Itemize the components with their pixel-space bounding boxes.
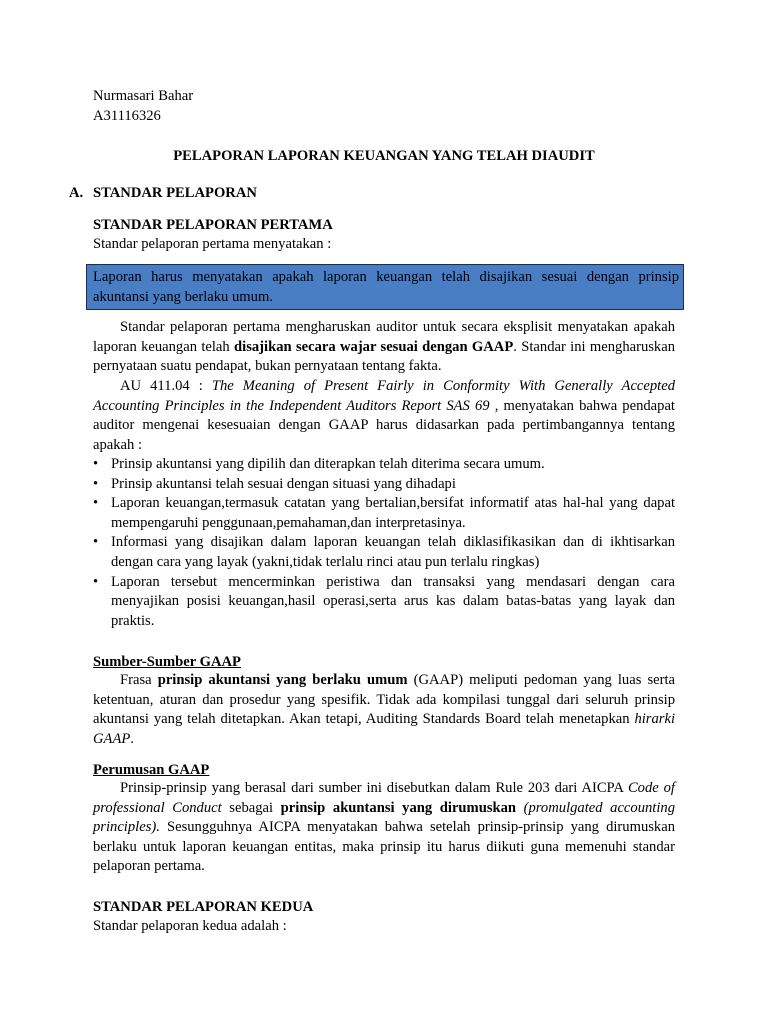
criteria-list [93, 455, 675, 631]
list-item [93, 455, 675, 475]
list-item-text: Prinsip akuntansi yang dipilih dan diterapkan telah diterima secara umum. [111, 456, 545, 472]
perumusan-heading: Perumusan GAAP [93, 762, 210, 778]
sumber-italic: hirarki GAAP [93, 711, 675, 747]
bullet-icon: • [93, 456, 99, 472]
first-standard-heading: STANDAR PELAPORAN PERTAMA [93, 217, 333, 233]
sumber-text-c: . [130, 730, 134, 747]
list-item [93, 475, 675, 495]
first-standard-intro: Standar pelaporan pertama menyatakan : [93, 236, 332, 252]
student-id: A31116326 [93, 108, 161, 124]
second-standard-heading: STANDAR PELAPORAN KEDUA [93, 899, 314, 915]
first-standard-paragraph-1 [93, 318, 675, 377]
perumusan-text-c: Sesungguhnya AICPA menyatakan bahwa setelah prinsip-prinsip yang dirumuskan berlaku untuk laporan keuangan entitas, maka prinsip itu harus diikuti guna memenuhi standar pelaporan pertama. [93, 819, 675, 875]
list-item [93, 573, 675, 632]
sumber-bold: prinsip akuntansi yang berlaku umum [157, 672, 408, 688]
second-standard-intro: Standar pelaporan kedua adalah : [93, 918, 287, 934]
page-title: PELAPORAN LAPORAN KEUANGAN YANG TELAH DIAUDIT [173, 148, 595, 164]
para2-text-a: AU 411.04 : [120, 378, 212, 394]
perumusan-italic-2: (promulgated accounting principles). [93, 799, 675, 836]
perumusan-text-a: Prinsip-prinsip yang berasal dari sumber ini disebutkan dalam Rule 203 dari AICPA [120, 780, 628, 796]
para2-italic: The Meaning of Present Fairly in Conformity With Generally Accepted Accounting Principles in the Independent Auditors Report SAS 69 [93, 378, 676, 414]
para1-text-a: Standar pelaporan pertama mengharuskan auditor untuk secara eksplisit menyatakan apakah laporan keuangan telah [93, 319, 675, 355]
sumber-paragraph [93, 671, 675, 749]
perumusan-italic-1: Code of professional Conduct [93, 780, 675, 816]
section-a-marker: A. [69, 185, 84, 201]
list-item-text: Prinsip akuntansi telah sesuai dengan situasi yang dihadapi [111, 475, 456, 492]
list-item-text: Informasi yang disajikan dalam laporan keuangan telah diklasifikasikan dan di ikhtisarkan dengan cara yang layak (yakni,tidak terlalu rinci atau pun terlalu ringkas) [111, 534, 675, 570]
para2-text-b: , menyatakan bahwa pendapat auditor mengenai kesesuaian dengan GAAP harus didasarkan pada pertimbangannya tentang apakah : [93, 397, 675, 453]
bullet-icon: • [93, 495, 99, 512]
section-a-heading: STANDAR PELAPORAN [93, 185, 257, 201]
perumusan-paragraph [93, 779, 675, 877]
sumber-text-a: Frasa [120, 672, 158, 688]
bullet-icon: • [93, 534, 99, 551]
first-standard-paragraph-2 [93, 377, 675, 455]
sumber-heading: Sumber-Sumber GAAP [93, 654, 241, 670]
list-item [93, 494, 675, 533]
para1-text-b: . Standar ini mengharuskan pernyataan suatu pendapat, bukan pernyataan tentang fakta. [93, 338, 675, 375]
highlighted-standard-box: Laporan harus menyatakan apakah laporan keuangan telah disajikan sesuai dengan prinsip akuntansi yang berlaku umum. [86, 264, 684, 310]
list-item-text: Laporan keuangan,termasuk catatan yang bertalian,bersifat informatif atas hal-hal yang dapat mempengaruhi penggunaan,pemahaman,dan interpretasinya. [111, 495, 675, 531]
list-item-text: Laporan tersebut mencerminkan peristiwa dan transaksi yang mendasari dengan cara menyajikan posisi keuangan,hasil operasi,serta arus kas dalam batas-batas yang layak dan praktis. [111, 573, 675, 629]
perumusan-bold: prinsip akuntansi yang dirumuskan [280, 799, 517, 816]
bullet-icon: • [93, 573, 99, 590]
perumusan-text-b: sebagai [221, 799, 281, 816]
sumber-text-b: (GAAP) meliputi pedoman yang luas serta ketentuan, aturan dan prosedur yang spesifik. Tidak ada kompilasi tunggal dari seluruh prinsip akuntansi yang telah ditetapkan. Akan tetapi, Auditing Standards Board telah menetapkan [93, 672, 676, 728]
list-item [93, 533, 675, 572]
bullet-icon: • [93, 475, 99, 492]
author-name: Nurmasari Bahar [93, 88, 194, 104]
para1-bold: disajikan secara wajar sesuai dengan GAAP [234, 338, 514, 355]
